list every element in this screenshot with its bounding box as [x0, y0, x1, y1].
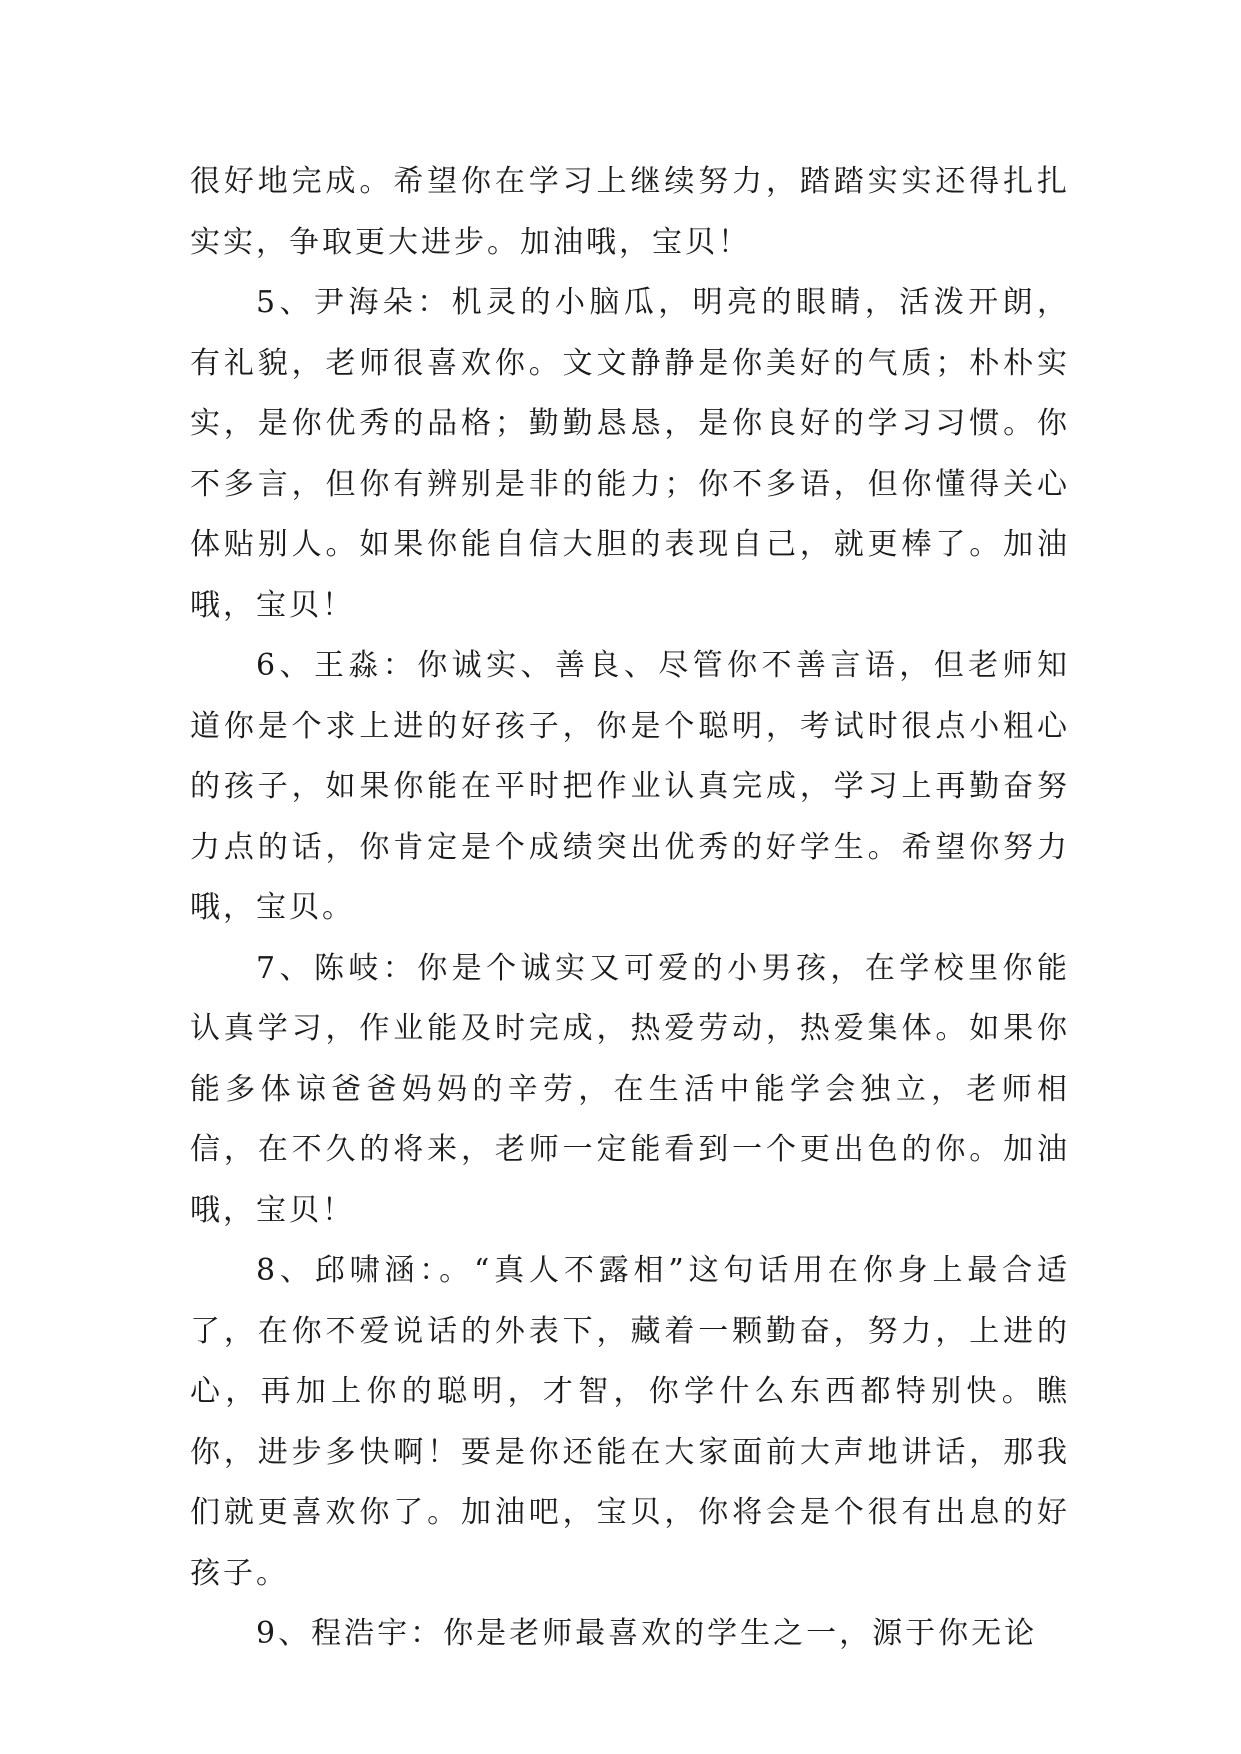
paragraph-comment-7: 7、陈岐：你是个诚实又可爱的小男孩，在学校里你能认真学习，作业能及时完成，热爱劳动，热爱集体。如果你能多体谅爸爸妈妈的辛劳，在生活中能学会独立，老师相信，在不久的将来，老师一定能看到一个更出色的你。加油哦，宝贝！	[190, 950, 1070, 1228]
paragraph-comment-8: 8、邱啸涵：。“真人不露相”这句话用在你身上最合适了，在你不爱说话的外表下，藏着一颗勤奋，努力，上进的心，再加上你的聪明，才智，你学什么东西都特别快。瞧你，进步多快啊！要是你还能在大家面前大声地讲话，那我们就更喜欢你了。加油吧，宝贝，你将会是个很有出息的好孩子。	[190, 1253, 1070, 1591]
paragraph-comment-9: 9、程浩宇：你是老师最喜欢的学生之一，源于你无论	[256, 1616, 1038, 1651]
document-body	[190, 152, 1070, 1665]
paragraph-continued: 很好地完成。希望你在学习上继续努力，踏踏实实还得扎扎实实，争取更大进步。加油哦，宝贝！	[190, 164, 1070, 260]
paragraph-comment-5: 5、尹海朵：机灵的小脑瓜，明亮的眼睛，活泼开朗，有礼貌，老师很喜欢你。文文静静是你美好的气质；朴朴实实，是你优秀的品格；勤勤恳恳，是你良好的学习习惯。你不多言，但你有辨别是非的能力；你不多语，但你懂得关心体贴别人。如果你能自信大胆的表现自己，就更棒了。加油哦，宝贝！	[190, 285, 1070, 623]
paragraph-comment-6: 6、王淼：你诚实、善良、尽管你不善言语，但老师知道你是个求上进的好孩子，你是个聪明，考试时很点小粗心的孩子，如果你能在平时把作业认真完成，学习上再勤奋努力点的话，你肯定是个成绩突出优秀的好学生。希望你努力哦，宝贝。	[190, 648, 1070, 925]
